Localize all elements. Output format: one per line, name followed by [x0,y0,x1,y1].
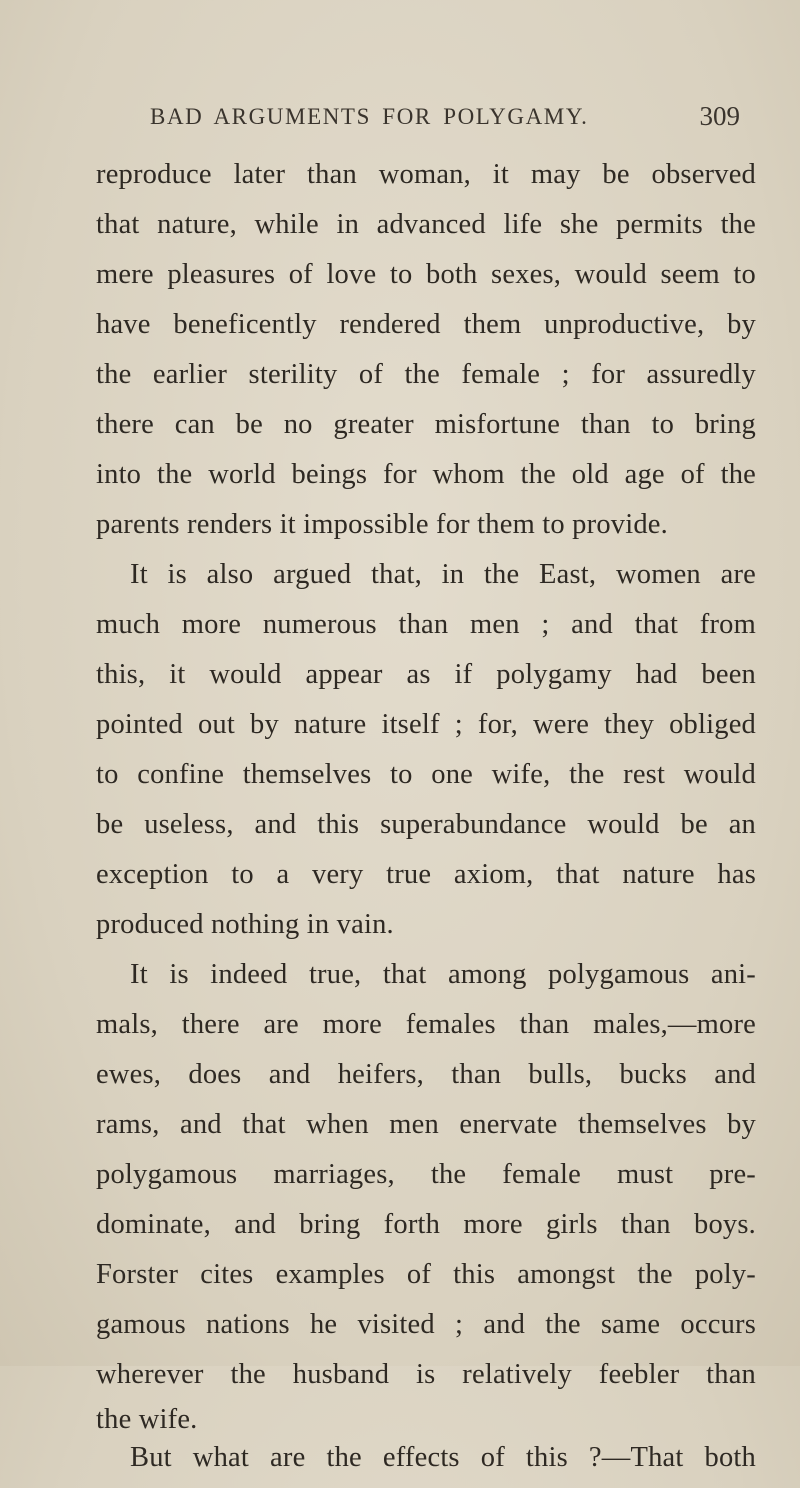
text-line: pointed out by nature itself ; for, were they obliged [96,709,756,740]
text-line: wherever the husband is relatively feebler than [96,1359,756,1390]
text-line: the earlier sterility of the female ; for assuredly [96,359,756,390]
text-line: the wife. [96,1404,198,1435]
running-title: BAD ARGUMENTS FOR POLYGAMY. [150,104,589,129]
text-line: much more numerous than men ; and that from [96,609,756,640]
text-line: dominate, and bring forth more girls than boys. [96,1209,756,1240]
text-line: rams, and that when men enervate themselves by [96,1109,756,1140]
text-line: reproduce later than woman, it may be observed [96,159,756,190]
text-line: exception to a very true axiom, that nature has [96,859,756,890]
text-line: to confine themselves to one wife, the rest would [96,759,756,790]
text-line: into the world beings for whom the old age of the [96,459,756,490]
text-line: Forster cites examples of this amongst the poly- [96,1259,756,1290]
running-head [150,101,740,140]
text-line: this, it would appear as if polygamy had been [96,659,756,690]
text-line: mere pleasures of love to both sexes, would seem to [96,259,756,290]
text-line: But what are the effects of this ?—That both [130,1442,756,1473]
text-line: gamous nations he visited ; and the same occurs [96,1309,756,1340]
text-line: ewes, does and heifers, than bulls, bucks and [96,1059,756,1090]
text-line: there can be no greater misfortune than to bring [96,409,756,440]
text-line: It is indeed true, that among polygamous ani- [130,959,756,990]
text-line: mals, there are more females than males,—more [96,1009,756,1040]
text-line: parents renders it impossible for them to provide. [96,509,668,540]
text-line: that nature, while in advanced life she permits the [96,209,756,240]
text-line: polygamous marriages, the female must pre- [96,1159,756,1190]
text-line: be useless, and this superabundance would be an [96,809,756,840]
page-number: 309 [699,101,740,131]
text-line: have beneficently rendered them unproductive, by [96,309,756,340]
text-line: produced nothing in vain. [96,909,394,940]
text-line: It is also argued that, in the East, women are [130,559,756,590]
